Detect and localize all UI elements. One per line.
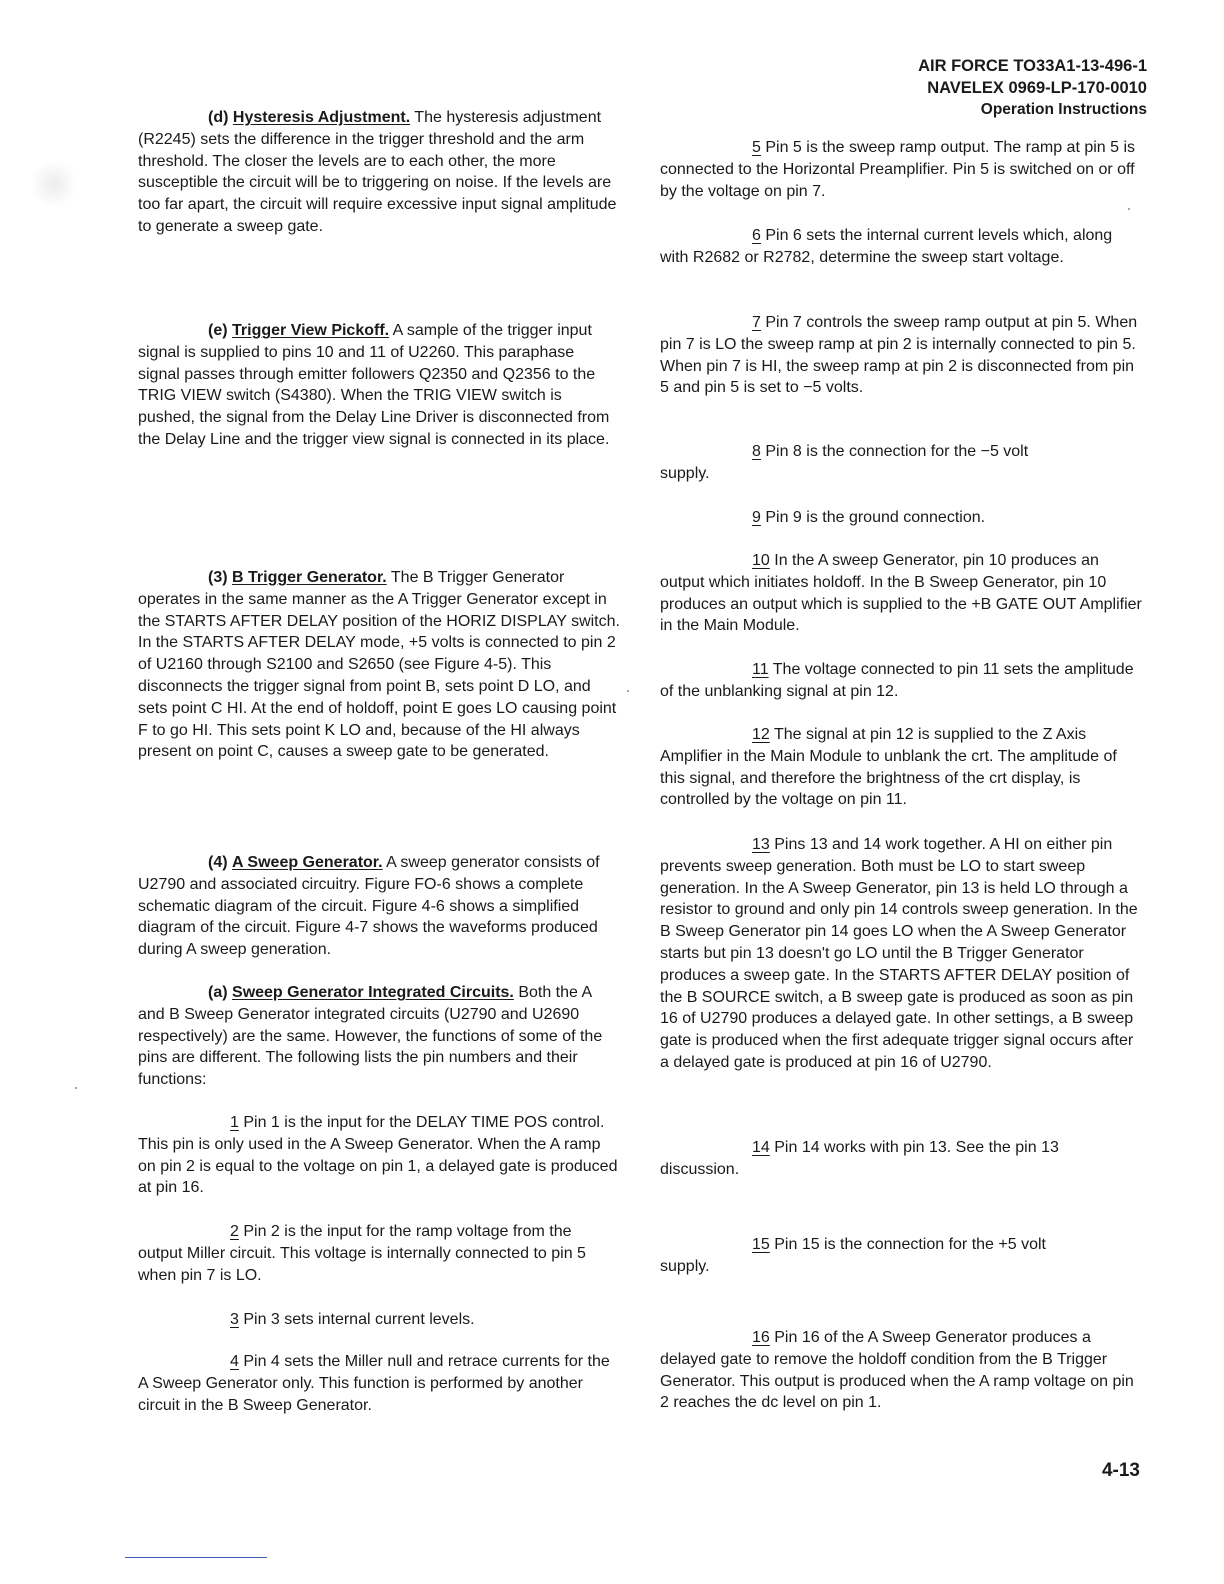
pin-text-continuation: supply. [660, 1257, 710, 1275]
pin-number: 5 [752, 139, 761, 156]
paragraph-trigger-view-pickoff [138, 320, 620, 451]
pin-text: Pin 9 is the ground connection. [760, 509, 986, 526]
document-header [727, 55, 1147, 121]
paragraph-title: Trigger View Pickoff. [232, 322, 390, 339]
paragraph-label: (a) [208, 984, 228, 1001]
pin-number: 9 [752, 509, 761, 526]
paragraph-text: Both the A and B Sweep Generator integrated circuits (U2790 and U2690 respectively) are the same. However, the functions of some of the pins are different. The following lists the pin numbers and their functions: [138, 984, 603, 1089]
pin-description [660, 441, 1142, 485]
pin-description [660, 724, 1142, 811]
paragraph-label: (4) [208, 854, 228, 871]
pin-text: Pin 3 sets internal current levels. [238, 1311, 475, 1328]
pin-text: Pin 1 is the input for the DELAY TIME POS control. This pin is only used in the A Sweep Generator. When the A ramp on pin 2 is equal to the voltage on pin 1, a delayed gate is produced at pin 16. [138, 1114, 618, 1197]
pin-number: 11 [752, 661, 769, 678]
scan-speck [75, 1087, 77, 1089]
paragraph-text: A sweep generator consists of U2790 and associated circuitry. Figure FO-6 shows a complete schematic diagram of the circuit. Figure 4-6 shows a simplified diagram of the circuit. Figure 4-7 shows the waveforms produced during A sweep generation. [138, 854, 600, 959]
paragraph-sweep-generator-ics [138, 982, 620, 1091]
header-navelex-id: NAVELEX 0969-LP-170-0010 [927, 79, 1147, 97]
paragraph-text: The hysteresis adjustment (R2245) sets the difference in the trigger threshold and the arm threshold. The closer the levels are to each other, the more susceptible the circuit will be to triggering on noise. If the levels are too far apart, the circuit will require excessive input signal amplitude to generate a sweep gate. [138, 109, 617, 235]
header-air-force-id: AIR FORCE TO33A1-13-496-1 [918, 57, 1147, 75]
pin-text: Pin 14 works with pin 13. See the pin 13 [769, 1139, 1059, 1156]
paragraph-a-sweep-generator [138, 852, 620, 961]
pin-description [660, 1137, 1142, 1181]
pin-number: 4 [230, 1353, 239, 1370]
paragraph-title: Hysteresis Adjustment. [232, 109, 411, 126]
pin-description [660, 550, 1142, 637]
pin-number: 16 [752, 1329, 770, 1346]
pin-text: Pin 16 of the A Sweep Generator produces a delayed gate to remove the holdoff condition from the B Trigger Generator. This output is produced when the A ramp voltage on pin 2 reaches the dc level on pin 1. [660, 1329, 1134, 1412]
pin-description [660, 834, 1142, 1074]
paragraph-label: (d) [208, 109, 229, 126]
paragraph-title: B Trigger Generator. [232, 569, 387, 586]
pin-description [660, 312, 1142, 399]
pin-description [660, 137, 1142, 202]
bottom-rule [125, 1557, 267, 1558]
pin-description [660, 507, 1142, 529]
pin-text: Pin 2 is the input for the ramp voltage from the output Miller circuit. This voltage is internally connected to pin 5 when pin 7 is LO. [138, 1223, 586, 1284]
pin-text: Pin 15 is the connection for the +5 volt [769, 1236, 1046, 1253]
pin-number: 10 [752, 552, 770, 569]
scan-smudge [30, 160, 78, 208]
paragraph-title: A Sweep Generator. [232, 854, 383, 871]
pin-text: Pin 6 sets the internal current levels which, along with R2682 or R2782, determine the sweep start voltage. [660, 227, 1113, 266]
pin-number: 14 [752, 1139, 770, 1156]
pin-number: 1 [230, 1114, 239, 1131]
page-number: 4-13 [1101, 1460, 1140, 1481]
pin-description [660, 659, 1142, 703]
pin-description [660, 225, 1142, 269]
pin-description [138, 1351, 620, 1416]
pin-number: 8 [752, 443, 761, 460]
pin-description [660, 1234, 1142, 1278]
pin-number: 3 [230, 1311, 239, 1328]
pin-description [660, 1327, 1142, 1414]
paragraph-label: (e) [208, 322, 228, 339]
pin-number: 6 [752, 227, 761, 244]
pin-text: Pin 5 is the sweep ramp output. The ramp at pin 5 is connected to the Horizontal Preamplifier. Pin 5 is switched on or off by the voltage on pin 7. [660, 139, 1136, 200]
paragraph-text: A sample of the trigger input signal is supplied to pins 10 and 11 of U2260. This paraphase signal passes through emitter followers Q2350 and Q2356 to the TRIG VIEW switch (S4380). When the TRIG VIEW switch is pushed, the signal from the Delay Line Driver is disconnected from the Delay Line and the trigger view signal is connected in its place. [138, 322, 610, 448]
pin-text: The signal at pin 12 is supplied to the Z Axis Amplifier in the Main Module to unblank the crt. The amplitude of this signal, and therefore the brightness of the crt display, is controlled by the voltage on pin 11. [660, 726, 1117, 809]
pin-description [138, 1221, 620, 1286]
paragraph-b-trigger-generator [138, 567, 620, 763]
pin-number: 7 [752, 314, 761, 331]
pin-text-continuation: supply. [660, 464, 710, 482]
pin-number: 13 [752, 836, 770, 853]
pin-text: The voltage connected to pin 11 sets the amplitude of the unblanking signal at pin 12. [660, 661, 1134, 700]
paragraph-text: The B Trigger Generator operates in the same manner as the A Trigger Generator except in the STARTS AFTER DELAY position of the HORIZ DISPLAY switch. In the STARTS AFTER DELAY mode, +5 volts is connected to pin 2 of U2160 through S2100 and S2650 (see Figure 4-5). This disconnects the trigger signal from point B, sets point D LO, and sets point C HI. At the end of holdoff, point E goes LO causing point F to go HI. This sets point K LO and, because of the HI always present on point C, causes a sweep gate to be generated. [138, 569, 620, 761]
pin-text: Pin 8 is the connection for the −5 volt [760, 443, 1029, 460]
pin-text: Pin 7 controls the sweep ramp output at pin 5. When pin 7 is LO the sweep ramp at pin 2 is internally connected to pin 5. When pin 7 is HI, the sweep ramp at pin 2 is disconnected from pin 5 and pin 5 is set to −5 volts. [660, 314, 1138, 397]
pin-description [138, 1309, 620, 1331]
paragraph-title: Sweep Generator Integrated Circuits. [232, 984, 514, 1001]
pin-text: Pin 4 sets the Miller null and retrace currents for the A Sweep Generator only. This function is performed by another circuit in the B Sweep Generator. [138, 1353, 610, 1414]
pin-text-continuation: discussion. [660, 1160, 740, 1178]
pin-text: Pins 13 and 14 work together. A HI on either pin prevents sweep generation. Both must be LO to start sweep generation. In the A Sweep Generator, pin 13 is held LO through a resistor to ground and only pin 14 controls sweep generation. In the B Sweep Generator pin 14 goes LO when the A Sweep Generator starts but pin 13 doesn't go LO until the B Trigger Generator produces a sweep gate. In the STARTS AFTER DELAY position of the B SOURCE switch, a B sweep gate is produced as soon as pin 16 of U2790 produces a delayed gate. In other settings, a B sweep gate is produced when the first adequate trigger signal occurs after a delayed gate is produced at pin 16 of U2790. [660, 836, 1138, 1071]
scan-speck [1128, 208, 1130, 210]
scan-speck [627, 690, 629, 692]
pin-number: 2 [230, 1223, 239, 1240]
paragraph-label: (3) [208, 569, 228, 586]
header-section-title: Operation Instructions [980, 101, 1147, 118]
pin-text: In the A sweep Generator, pin 10 produces an output which initiates holdoff. In the B Sweep Generator, pin 10 produces an output which is supplied to the +B GATE OUT Amplifier in the Main Module. [660, 552, 1142, 635]
paragraph-hysteresis-adjustment [138, 107, 620, 238]
pin-description [138, 1112, 620, 1199]
pin-number: 15 [752, 1236, 770, 1253]
pin-number: 12 [752, 726, 770, 743]
